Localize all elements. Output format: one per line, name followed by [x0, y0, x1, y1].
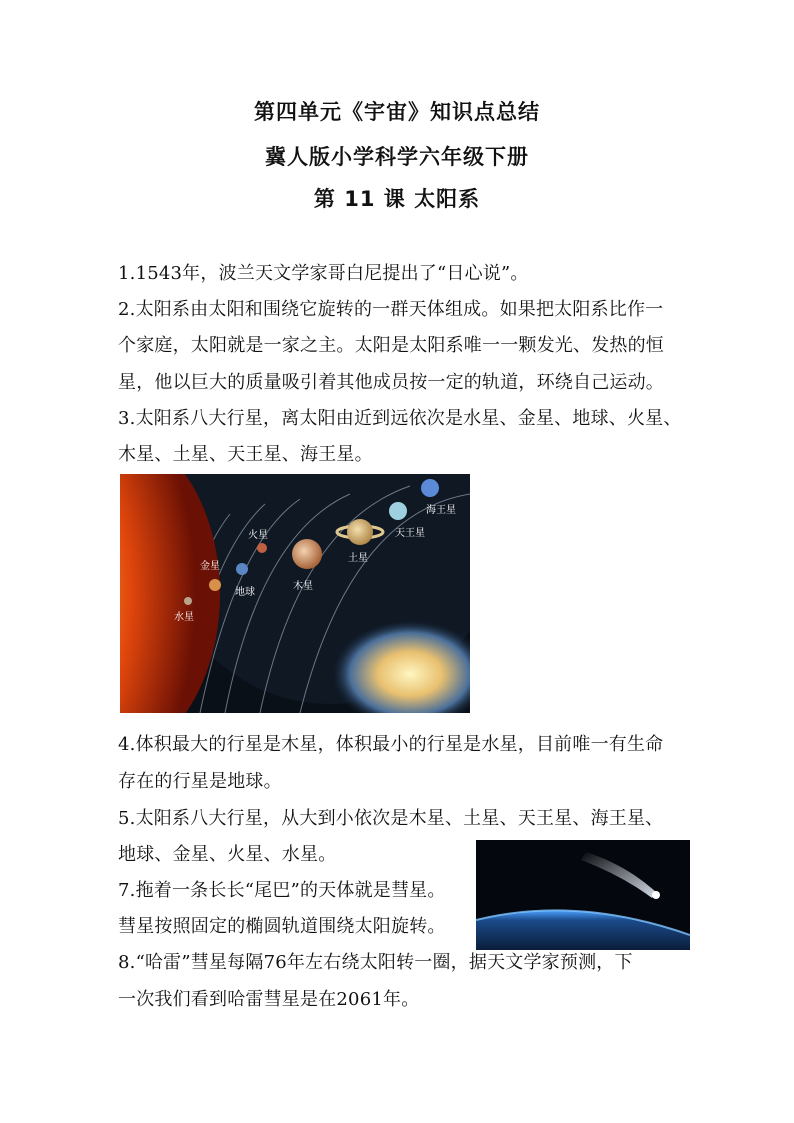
paragraph-3-line-1: 3.太阳系八大行星，离太阳由近到远依次是水星、金星、地球、火星、	[118, 408, 682, 429]
paragraph-8-line-2: 一次我们看到哈雷彗星是在2061年。	[118, 989, 420, 1010]
paragraph-5-line-2: 地球、金星、火星、水星。	[118, 844, 337, 865]
label-venus: 金星	[200, 561, 220, 572]
neptune-planet	[421, 479, 439, 497]
paragraph-2-line-2: 个家庭，太阳就是一家之主。太阳是太阳系唯一一颗发光、发热的恒	[118, 335, 664, 356]
label-saturn: 土星	[348, 553, 368, 564]
solar-system-image	[120, 474, 470, 713]
paragraph-1: 1.1543年，波兰天文学家哥白尼提出了“日心说”。	[118, 263, 529, 284]
label-neptune: 海王星	[426, 505, 456, 516]
paragraph-2-line-1: 2.太阳系由太阳和围绕它旋转的一群天体组成。如果把太阳系比作一	[118, 299, 664, 320]
label-earth: 地球	[235, 587, 255, 598]
uranus-planet	[389, 502, 407, 520]
comet-head	[652, 891, 660, 899]
paragraph-4-line-2: 存在的行星是地球。	[118, 771, 282, 792]
solar-system-illustration	[120, 474, 470, 713]
comet-image	[476, 840, 690, 950]
paragraph-2-line-3: 星，他以巨大的质量吸引着其他成员按一定的轨道，环绕自己运动。	[118, 372, 664, 393]
paragraph-8-line-1: 8.“哈雷”彗星每隔76年左右绕太阳转一圈，据天文学家预测，下	[118, 952, 633, 973]
earth-planet	[236, 563, 248, 575]
paragraph-5-line-1: 5.太阳系八大行星，从大到小依次是木星、土星、天王星、海王星、	[118, 808, 664, 829]
mars-planet	[257, 543, 267, 553]
venus-planet	[209, 579, 221, 591]
paragraph-7-line-1: 7.拖着一条长长“尾巴”的天体就是彗星。	[118, 880, 446, 901]
doc-title: 第四单元《宇宙》知识点总结	[254, 100, 540, 124]
paragraph-4-line-1: 4.体积最大的行星是木星，体积最小的行星是水星，目前唯一有生命	[118, 734, 664, 755]
paragraph-7-line-2: 彗星按照固定的椭圆轨道围绕太阳旋转。	[118, 916, 446, 937]
label-mars: 火星	[248, 530, 268, 541]
doc-subtitle: 冀人版小学科学六年级下册	[265, 145, 529, 169]
lesson-title: 第 11 课 太阳系	[313, 187, 481, 211]
jupiter-planet	[292, 539, 322, 569]
label-uranus: 天王星	[395, 528, 425, 539]
paragraph-3-line-2: 木星、土星、天王星、海王星。	[118, 444, 373, 465]
comet-illustration	[476, 840, 690, 950]
label-jupiter: 木星	[293, 581, 313, 592]
mercury-planet	[184, 597, 192, 605]
label-mercury: 水星	[174, 612, 194, 623]
